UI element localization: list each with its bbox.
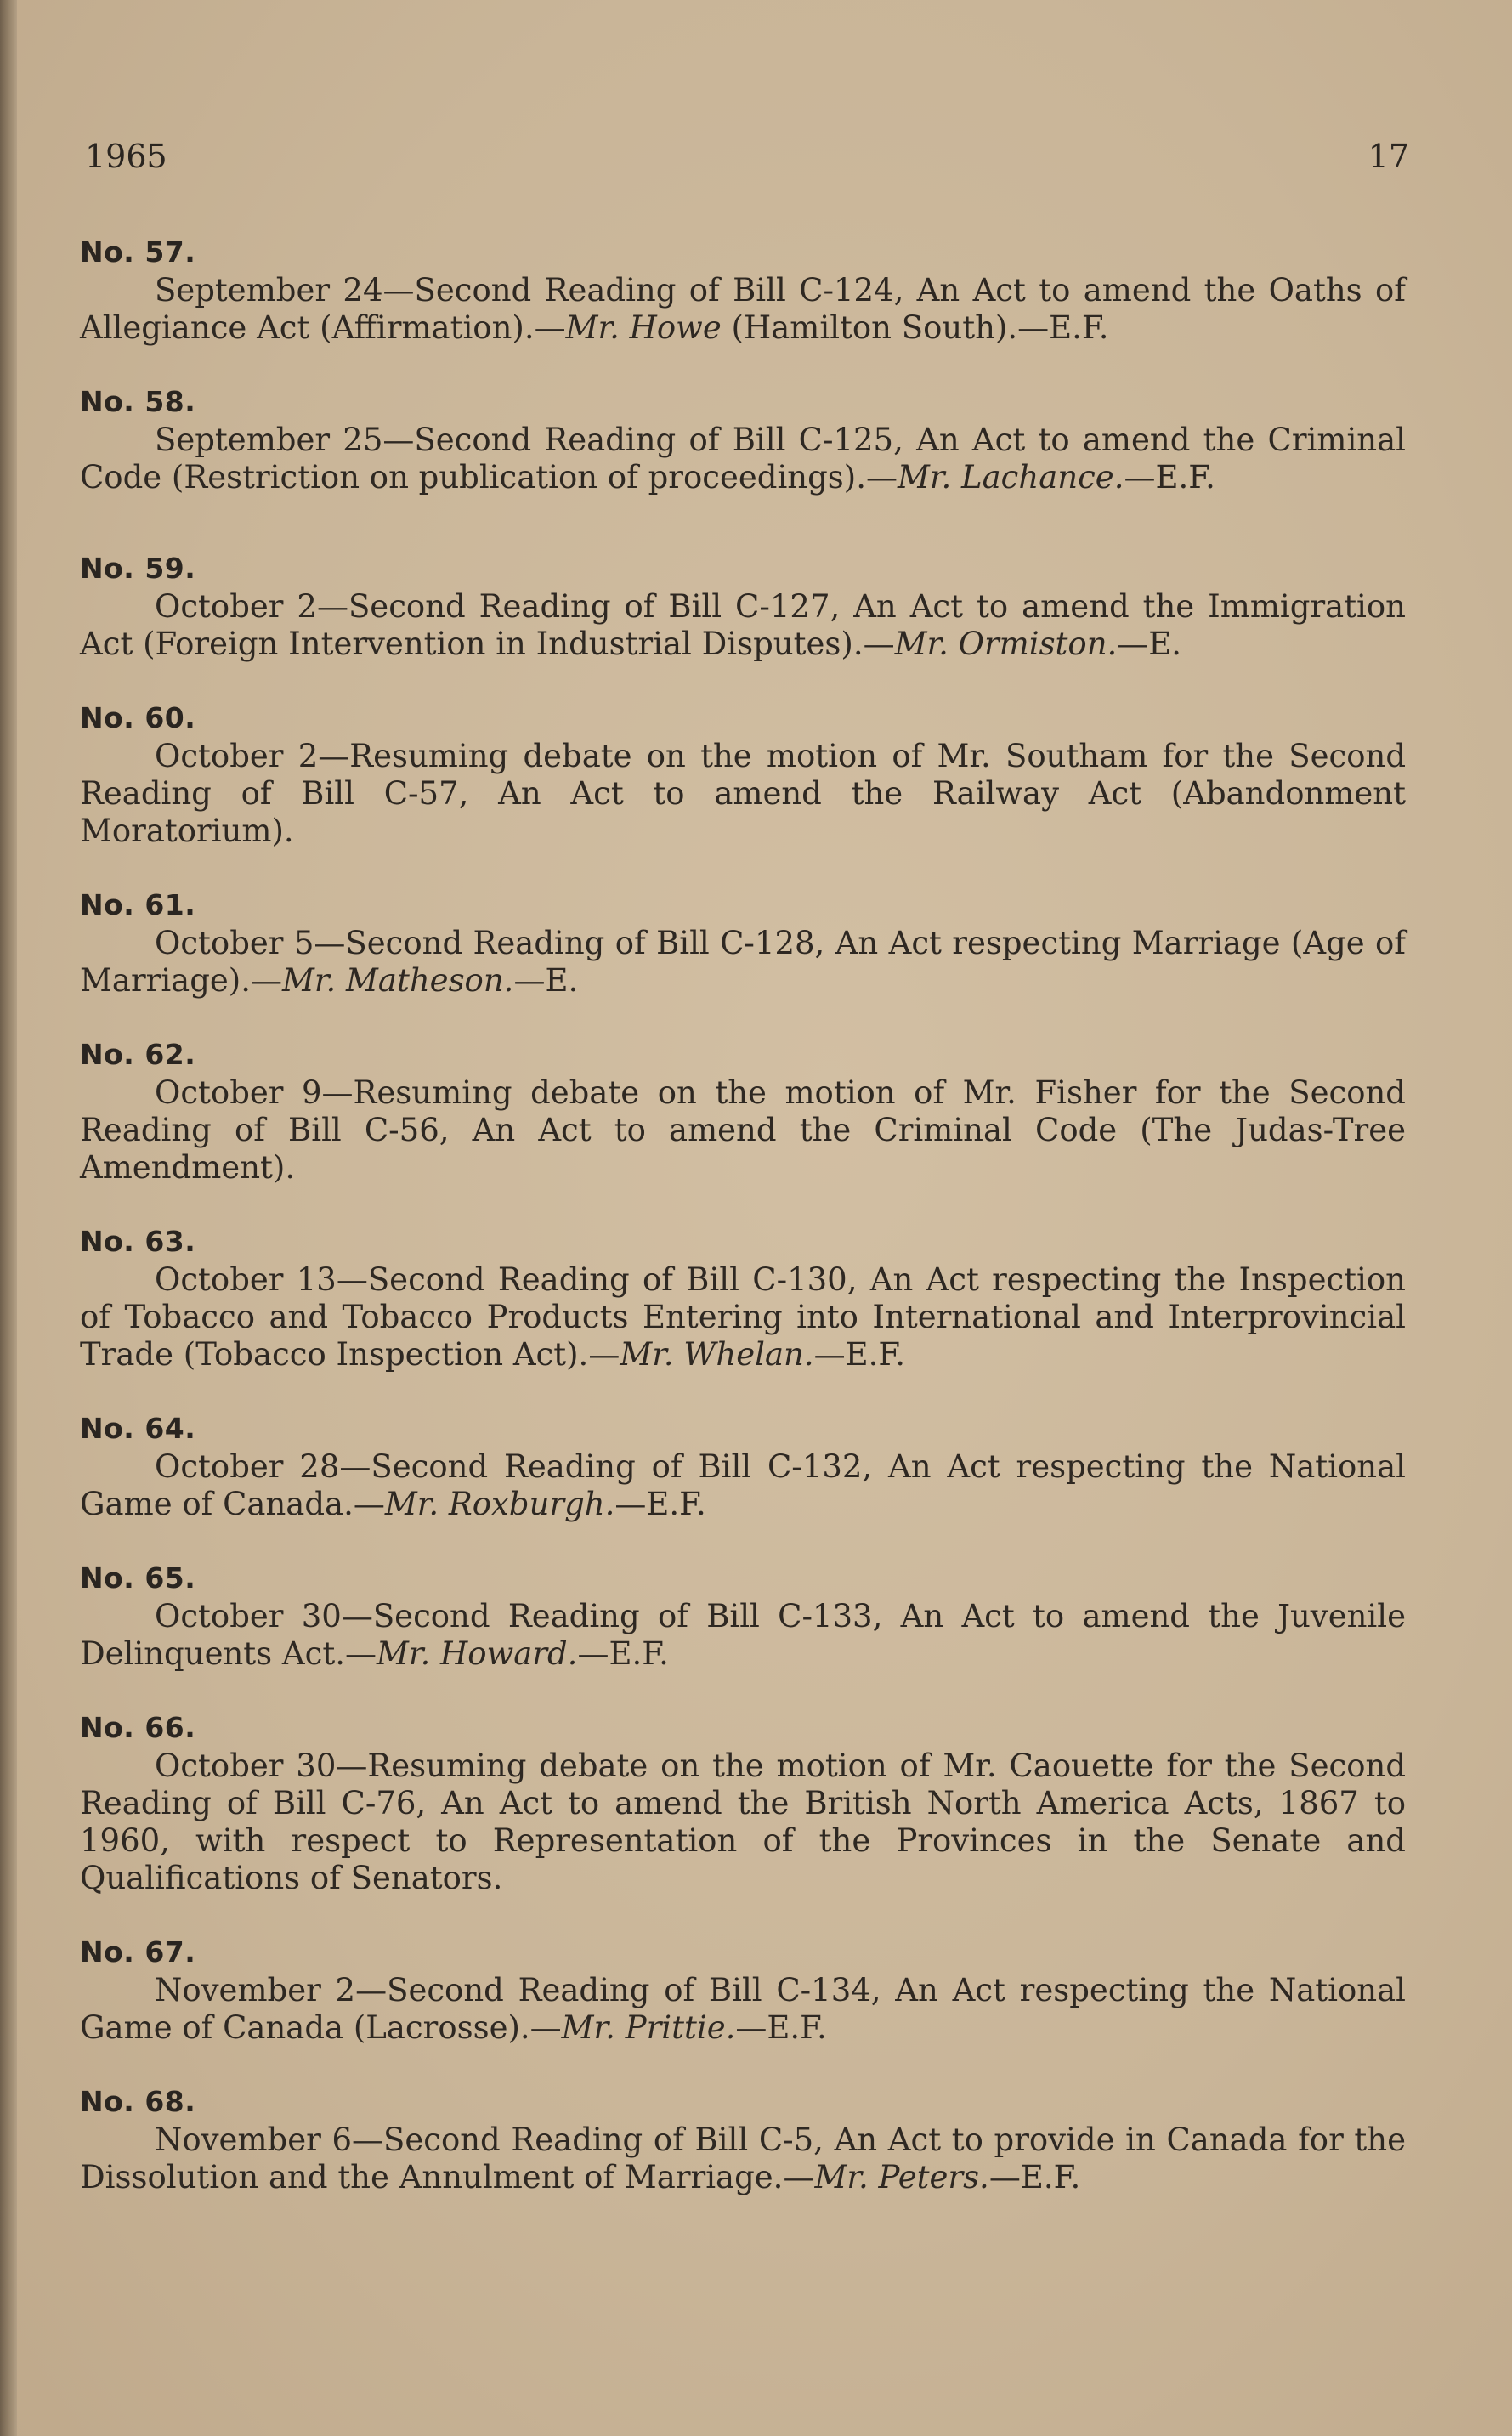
list-item bbox=[80, 2082, 1406, 2196]
entry-suffix: —E.F. bbox=[614, 1486, 706, 1522]
entry-text bbox=[80, 1972, 1406, 2047]
entry-number: No. 57. bbox=[80, 235, 196, 269]
entry-member: Mr. Howard. bbox=[377, 1635, 578, 1672]
entry-text bbox=[80, 1074, 1406, 1187]
list-item bbox=[80, 1708, 1406, 1897]
entry-suffix: —E.F. bbox=[988, 2159, 1081, 2195]
entry-member: Mr. Whelan. bbox=[620, 1336, 814, 1373]
entry-body: September 24—Second Reading of Bill C-124, An Act to amend the Oaths of Allegiance Act (Affirmation).— bbox=[80, 272, 1406, 346]
entry-number: No. 62. bbox=[80, 1038, 196, 1071]
entry-number: No. 63. bbox=[80, 1225, 196, 1258]
entry-number: No. 60. bbox=[80, 701, 196, 734]
entry-member: Mr. Matheson. bbox=[282, 962, 514, 999]
entry-number: No. 59. bbox=[80, 552, 196, 585]
entry-number: No. 65. bbox=[80, 1561, 196, 1595]
entry-body: October 13—Second Reading of Bill C-130, An Act respecting the Inspection of Tobacco and Tobacco Products Entering into International and Interprovincial Trade (Tobacco Inspection Act).— bbox=[80, 1261, 1406, 1373]
entries-list bbox=[80, 233, 1406, 2196]
entry-number: No. 64. bbox=[80, 1412, 196, 1445]
entry-suffix: —E. bbox=[1117, 626, 1182, 662]
entry-text bbox=[80, 272, 1406, 347]
list-item bbox=[80, 886, 1406, 1000]
list-item bbox=[80, 1409, 1406, 1523]
entry-text bbox=[80, 1748, 1406, 1897]
entry-member: Mr. Lachance. bbox=[897, 459, 1124, 496]
list-item bbox=[80, 1035, 1406, 1187]
entry-body: October 2—Resuming debate on the motion of Mr. Southam for the Second Reading of Bill C-57, An Act to amend the Railway Act (Abandonment Moratorium). bbox=[80, 738, 1406, 849]
entry-member: Mr. Roxburgh. bbox=[384, 1486, 615, 1522]
entry-text bbox=[80, 1261, 1406, 1374]
list-item bbox=[80, 1222, 1406, 1374]
entry-suffix: —E.F. bbox=[1124, 459, 1215, 496]
list-item bbox=[80, 549, 1406, 663]
entry-text bbox=[80, 2122, 1406, 2196]
list-item bbox=[80, 382, 1406, 496]
entry-body: October 5—Second Reading of Bill C-128, An Act respecting Marriage (Age of Marriage).— bbox=[80, 925, 1406, 999]
entry-number: No. 58. bbox=[80, 385, 196, 418]
entry-body: October 30—Second Reading of Bill C-133, An Act to amend the Juvenile Delinquents Act.— bbox=[80, 1598, 1406, 1672]
list-item bbox=[80, 699, 1406, 850]
entry-text bbox=[80, 1598, 1406, 1673]
entry-suffix: (Hamilton South).—E.F. bbox=[721, 309, 1109, 346]
entry-body: November 6—Second Reading of Bill C-5, An Act to provide in Canada for the Dissolution and the Annulment of Marriage.— bbox=[80, 2122, 1406, 2195]
entry-text bbox=[80, 422, 1406, 496]
entry-number: No. 66. bbox=[80, 1711, 196, 1744]
entry-text bbox=[80, 925, 1406, 1000]
entry-text bbox=[80, 738, 1406, 850]
entry-member: Mr. Prittie. bbox=[561, 2009, 736, 2046]
book-spine-shadow bbox=[0, 0, 17, 2436]
list-item bbox=[80, 233, 1406, 347]
entry-text bbox=[80, 588, 1406, 663]
list-item bbox=[80, 1559, 1406, 1673]
page-header bbox=[85, 138, 1409, 180]
entry-number: No. 68. bbox=[80, 2085, 196, 2118]
entry-number: No. 67. bbox=[80, 1935, 196, 1969]
header-year: 1965 bbox=[85, 138, 167, 175]
entry-body: October 30—Resuming debate on the motion of Mr. Caouette for the Second Reading of Bill C-76, An Act to amend the British North America Acts, 1867 to 1960, with respect to Representation of the Provinces in the Senate and Qualifications of Senators. bbox=[80, 1748, 1406, 1896]
entry-body: October 28—Second Reading of Bill C-132, An Act respecting the National Game of Canada.— bbox=[80, 1448, 1406, 1522]
entry-text bbox=[80, 1448, 1406, 1523]
entry-body: October 9—Resuming debate on the motion of Mr. Fisher for the Second Reading of Bill C-56, An Act to amend the Criminal Code (The Judas-Tree Amendment). bbox=[80, 1074, 1406, 1186]
list-item bbox=[80, 1933, 1406, 2047]
entry-member: Mr. Ormiston. bbox=[894, 626, 1118, 662]
entry-number: No. 61. bbox=[80, 888, 196, 921]
entry-member: Mr. Howe bbox=[565, 309, 722, 346]
entry-member: Mr. Peters. bbox=[814, 2159, 989, 2195]
entry-suffix: —E.F. bbox=[735, 2009, 827, 2046]
entry-body: September 25—Second Reading of Bill C-125, An Act to amend the Criminal Code (Restriction on publication of proceedings).— bbox=[80, 422, 1406, 496]
entry-body: November 2—Second Reading of Bill C-134, An Act respecting the National Game of Canada (Lacrosse).— bbox=[80, 1972, 1406, 2046]
entry-body: October 2—Second Reading of Bill C-127, An Act to amend the Immigration Act (Foreign Intervention in Industrial Disputes).— bbox=[80, 588, 1406, 662]
page-number: 17 bbox=[1368, 138, 1409, 175]
entry-suffix: —E.F. bbox=[813, 1336, 906, 1373]
entry-suffix: —E. bbox=[513, 962, 579, 999]
entry-suffix: —E.F. bbox=[577, 1635, 669, 1672]
